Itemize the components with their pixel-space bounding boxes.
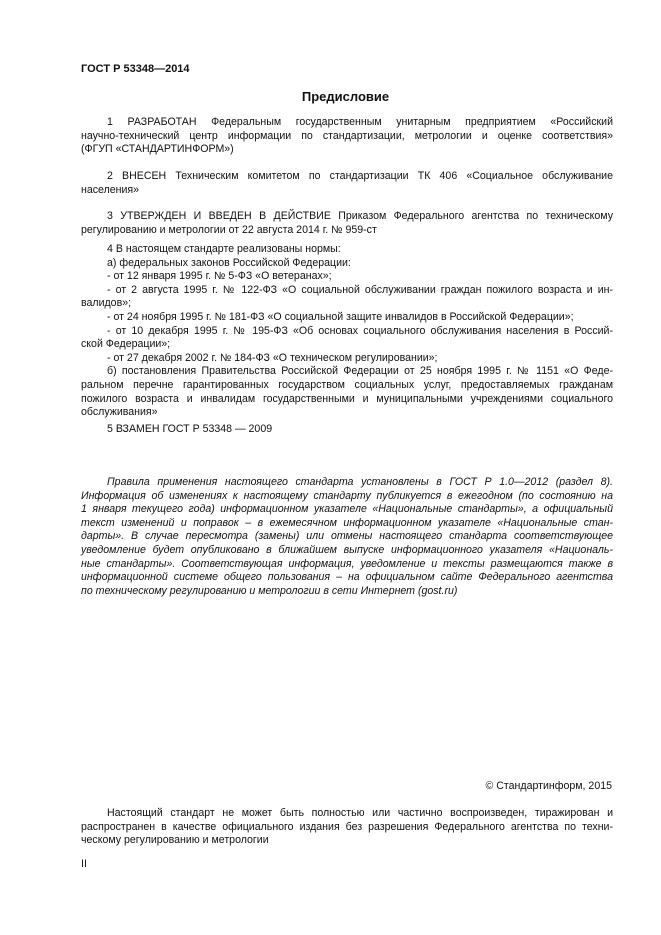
notice-line-7: ные стандарты». Соответствующая информация, уведомление и тексты размещаются также в xyxy=(81,557,613,570)
law-item-5: - от 27 декабря 2002 г. № 184-ФЗ «О техническом регулировании»; xyxy=(107,351,438,364)
law-item-1: - от 12 января 1995 г. № 5-ФЗ «О ветеранах»; xyxy=(107,270,332,283)
section-1-line-1: 1 РАЗРАБОТАН Федеральным государственным унитарным предприятием «Российский xyxy=(107,116,613,128)
section-2-line-2: населения» xyxy=(81,183,140,196)
law-item-4: - от 10 декабря 1995 г. № 195-ФЗ «Об основах социального обслуживания населения в Россий- xyxy=(107,324,613,337)
law-item-2-continued: валидов»; xyxy=(81,297,132,310)
restriction-line-2: распространен в качестве официального издания без разрешения Федерального агентства по техни- xyxy=(81,820,613,833)
section-4-intro: 4 В настоящем стандарте реализованы нормы: xyxy=(107,243,341,255)
section-3-line-1: 3 УТВЕРЖДЕН И ВВЕДЕН В ДЕЙСТВИЕ Приказом Федерального агентства по техническому xyxy=(107,210,613,222)
section-developed-by xyxy=(81,116,613,157)
section-approved xyxy=(81,210,613,237)
law-item-2: - от 2 августа 1995 г. № 122-ФЗ «О социальной обслуживании граждан пожилого возраста и ин- xyxy=(107,283,613,296)
notice-line-9: по техническому регулированию и метрологии в сети Интернет (gost.ru) xyxy=(81,584,458,597)
notice-line-6: уведомление будет опубликовано в ближайшем выпуске информационного указателя «Националь- xyxy=(81,543,613,556)
section-introduced-by xyxy=(81,170,613,197)
restriction-line-1: Настоящий стандарт не может быть полностью или частично воспроизведен, тиражирован и xyxy=(107,807,613,819)
notice-line-4: текст изменений и поправок – в ежемесячном информационном указателе «Национальные стан- xyxy=(81,516,613,529)
notice-line-2: Информация об изменениях к настоящему стандарту публикуется в ежегодном (по состоянию на xyxy=(81,489,613,502)
document-identifier: ГОСТ Р 53348—2014 xyxy=(81,63,190,75)
reproduction-restriction xyxy=(81,807,613,848)
law-item-3: - от 24 ноября 1995 г. № 181-ФЗ «О социальной защите инвалидов в Российской Федерации»; xyxy=(107,310,574,323)
government-decree-line-1: б) постановления Правительства Российской Федерации от 25 ноября 1995 г. № 1151 «О Феде- xyxy=(107,365,613,378)
copyright-notice: © Стандартинформ, 2015 xyxy=(485,780,612,792)
government-decree-line-3: пожилого возраста и инвалидам государственными и муниципальными учреждениями социального xyxy=(81,392,613,405)
section-5-line-1: 5 ВЗАМЕН ГОСТ Р 53348 — 2009 xyxy=(107,423,273,435)
notice-line-1: Правила применения настоящего стандарта установлены в ГОСТ Р 1.0—2012 (раздел 8). xyxy=(107,476,613,488)
page-title: Предисловие xyxy=(301,89,390,104)
government-decree-line-4: обслуживания» xyxy=(81,406,158,419)
section-4-federal-laws: а) федеральных законов Российской Федерации: xyxy=(107,256,351,269)
restriction-line-3: ческому регулированию и метрологии xyxy=(81,834,269,847)
standard-application-notice xyxy=(81,476,613,598)
page-number: II xyxy=(81,858,87,870)
notice-line-5: дарты». В случае пересмотра (замены) или отмены настоящего стандарта соответствующее xyxy=(81,530,613,543)
notice-line-3: 1 января текущего года) информационном указателе «Национальные стандарты», а официальный xyxy=(81,503,613,516)
notice-line-8: информационной системе общего пользования – на официальном сайте Федерального агентства xyxy=(81,571,613,584)
law-item-4-continued: ской Федерации»; xyxy=(81,338,171,351)
section-1-line-3: (ФГУП «СТАНДАРТИНФОРМ») xyxy=(81,143,234,156)
section-norms xyxy=(81,243,613,420)
government-decree-line-2: ральном перечне гарантированных государством социальных услуг, предоставляемых гражданам xyxy=(81,378,613,391)
section-2-line-1: 2 ВНЕСЕН Техническим комитетом по стандартизации ТК 406 «Социальное обслуживание xyxy=(107,170,613,182)
section-3-line-2: регулированию и метрологии от 22 августа 2014 г. № 959-ст xyxy=(81,223,377,236)
section-replaces xyxy=(81,423,613,437)
section-1-line-2: научно-технический центр информации по стандартизации, метрологии и оценке соответствия» xyxy=(81,129,613,142)
